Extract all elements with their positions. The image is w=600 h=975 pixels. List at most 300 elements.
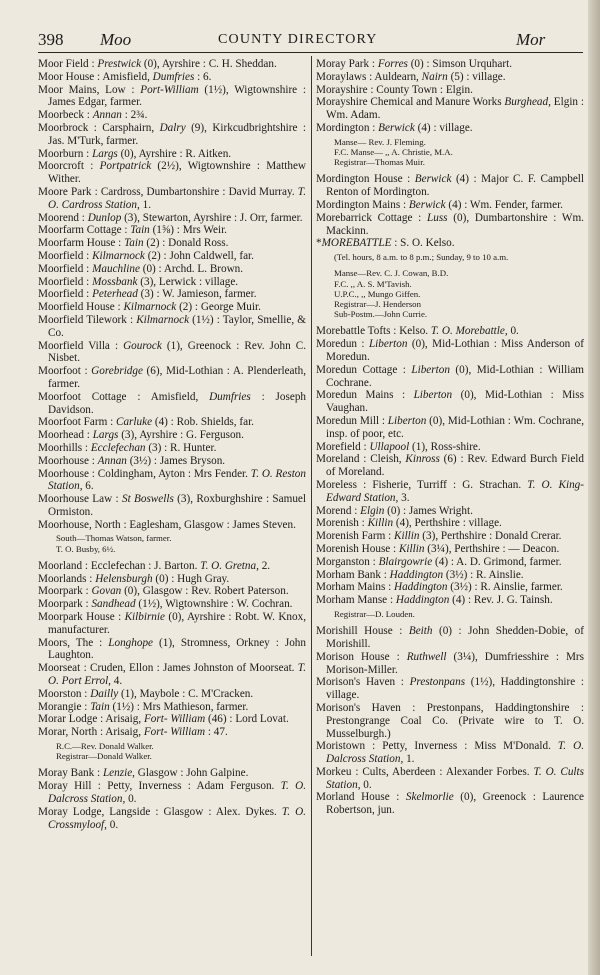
entry-place: Moorfield : bbox=[38, 262, 93, 275]
entry-place: Morayshire Chemical and Manure Works bbox=[316, 96, 505, 109]
directory-entry bbox=[38, 122, 306, 148]
entry-post-town: T. O. Reston Station, bbox=[48, 467, 306, 493]
entry-place: Moorston : bbox=[38, 687, 91, 700]
directory-entry bbox=[38, 780, 306, 806]
entry-details: (4) : Wm. Fender, farmer. bbox=[445, 198, 563, 211]
directory-entry bbox=[38, 585, 306, 598]
directory-entry bbox=[38, 598, 306, 611]
directory-entry bbox=[38, 84, 306, 110]
entry-details: (0), Ayrshire : R. Aitken. bbox=[117, 147, 232, 160]
entry-details: (6) : Rev. Edward Burch Field of Moreland. bbox=[326, 453, 584, 479]
entry-post-town: Govan bbox=[91, 585, 122, 598]
entry-place: Moorfarm Cottage : bbox=[38, 224, 131, 237]
entry-details: (2½), Wigtownshire : Matthew Wither. bbox=[48, 160, 306, 186]
entry-post-town: Mossbank bbox=[92, 275, 138, 288]
directory-entry bbox=[38, 429, 306, 442]
entry-post-town: Tain bbox=[124, 237, 144, 250]
entry-details: (1½), Wigtownshire : W. Cochran. bbox=[135, 598, 293, 611]
directory-entry bbox=[38, 726, 306, 739]
entry-details: : 47. bbox=[205, 726, 228, 739]
entry-details: , Glasgow : John Galpine. bbox=[132, 767, 249, 780]
entry-subnote bbox=[316, 252, 584, 262]
entry-details: 2. bbox=[258, 559, 271, 572]
directory-entry bbox=[316, 594, 584, 607]
directory-entry bbox=[316, 325, 584, 338]
entry-post-town: Liberton bbox=[411, 363, 450, 376]
entry-details: (1½) : Taylor, Smellie, & Co. bbox=[48, 313, 306, 339]
entry-post-town: Killin bbox=[394, 530, 420, 543]
directory-entry bbox=[38, 288, 306, 301]
entry-details: 0. bbox=[125, 793, 137, 806]
entry-details: (0), Ayrshire : C. H. Sheddan. bbox=[141, 58, 277, 70]
subnote-line: F.C. ,, A. S. M'Tavish. bbox=[334, 278, 412, 289]
entry-place: Moorfield : bbox=[38, 288, 93, 301]
entry-details: 3. bbox=[398, 491, 410, 504]
entry-post-town: Fort- William bbox=[143, 713, 206, 726]
entry-place: Morayshire : County Town : Elgin. bbox=[316, 83, 473, 96]
directory-entry bbox=[316, 58, 584, 71]
entry-subnote bbox=[316, 137, 584, 168]
directory-entry bbox=[316, 702, 584, 740]
entry-place: Mordington Mains : bbox=[316, 198, 409, 211]
entry-place: Morham Manse : bbox=[316, 594, 396, 607]
entry-place: Morkeu : Cults, Aberdeen : Alexander Forbes. bbox=[316, 765, 534, 778]
directory-entry bbox=[316, 237, 584, 250]
entry-place: Morebarrick Cottage : bbox=[316, 211, 428, 224]
directory-entry bbox=[316, 364, 584, 390]
entry-place: Moor House : Amisfield, bbox=[38, 70, 153, 83]
entry-post-town: Burghead, bbox=[504, 96, 551, 109]
entry-post-town: Largs bbox=[92, 429, 119, 442]
entry-post-town: Dumfries bbox=[209, 390, 251, 403]
directory-entry bbox=[38, 160, 306, 186]
directory-entry bbox=[38, 314, 306, 340]
directory-entry bbox=[38, 109, 306, 122]
entry-place: Moorfield Villa : bbox=[38, 339, 124, 352]
directory-entry bbox=[38, 340, 306, 366]
directory-entry bbox=[38, 365, 306, 391]
left-running-head: Moo bbox=[100, 30, 132, 49]
directory-entry bbox=[316, 389, 584, 415]
directory-entry bbox=[316, 122, 584, 135]
entry-details: (46) : Lord Lovat. bbox=[205, 713, 289, 726]
subnote-line: F.C. Manse— ,, A. Christie, M.A. bbox=[334, 146, 453, 157]
directory-entry bbox=[38, 713, 306, 726]
entry-details: (4) : Rob. Shields, far. bbox=[152, 416, 254, 429]
entry-place: Morison's Haven : Prestonpans, Haddingtonshire : Prestongrange Coal Co. (Private wire to T. O. Musselburgh.) bbox=[316, 701, 584, 740]
entry-place: Moreland : Cleish, bbox=[316, 453, 406, 466]
entry-place: Moredun Mains : bbox=[316, 389, 414, 402]
entry-post-town: T. O. Port Errol, bbox=[48, 662, 306, 688]
entry-details: (1), Maybole : C. M'Cracken. bbox=[118, 687, 254, 700]
entry-post-town: Fort- William bbox=[143, 726, 206, 739]
entry-post-town: T. O. Dalcross Station, bbox=[326, 740, 584, 766]
entry-details: (1⅝) : Mrs Weir. bbox=[149, 224, 227, 237]
entry-post-town: Haddington bbox=[389, 568, 444, 581]
entry-place: Moorburn : bbox=[38, 147, 93, 160]
entry-details: (0) : Simson Urquhart. bbox=[407, 58, 512, 70]
entry-post-town: Ullapool bbox=[369, 440, 410, 453]
entry-post-town: Forres bbox=[377, 58, 408, 70]
entry-details: (2) : George Muir. bbox=[176, 301, 261, 314]
entry-details: (4) : Rev. J. G. Tainsh. bbox=[449, 594, 553, 607]
subnote-line: Registrar—Donald Walker. bbox=[56, 751, 152, 762]
page-binding-edge bbox=[588, 0, 600, 975]
subnote-line: Sub-Postm.—John Currie. bbox=[334, 309, 428, 320]
entry-place: Morefield : bbox=[316, 440, 370, 453]
entry-post-town: Killin bbox=[398, 542, 425, 555]
entry-details: : 2¾. bbox=[121, 109, 148, 122]
entry-place: Moray Lodge, Langside : Glasgow : Alex. Dykes. bbox=[38, 805, 282, 818]
directory-entry bbox=[316, 173, 584, 199]
directory-entry bbox=[316, 791, 584, 817]
entry-place: Moorcroft : bbox=[38, 160, 100, 173]
directory-entry bbox=[316, 212, 584, 238]
subnote-line: Registrar—D. Louden. bbox=[334, 608, 415, 619]
entry-place: Moor Field : bbox=[38, 58, 98, 70]
entry-post-town: Berwick bbox=[408, 198, 446, 211]
subnote-line: Manse—Rev. C. J. Cowan, B.D. bbox=[334, 268, 449, 279]
entry-place: * bbox=[316, 237, 322, 250]
entry-details: (1), Greenock : Rev. John C. Nisbet. bbox=[48, 339, 306, 365]
entry-details: Elgin : Wm. Adam. bbox=[326, 96, 584, 122]
entry-place: Moorfield : bbox=[38, 275, 93, 288]
entry-post-town: Kilmarnock bbox=[136, 313, 190, 326]
entry-subnote bbox=[38, 741, 306, 761]
entry-post-town: Dailly bbox=[90, 687, 119, 700]
entry-details: (1½), Haddingtonshire : village. bbox=[326, 676, 584, 702]
entry-place: Moorfarm House : bbox=[38, 237, 125, 250]
subnote-line: (Tel. hours, 8 a.m. to 8 p.m.; Sunday, 9 to 10 a.m. bbox=[334, 252, 509, 263]
entry-details: (1), Stromness, Orkney : John Laughton. bbox=[48, 636, 306, 662]
entry-post-town: T. O. Gretna, bbox=[200, 559, 259, 572]
directory-entry bbox=[316, 338, 584, 364]
directory-entry bbox=[38, 806, 306, 832]
entry-details: (5) : village. bbox=[447, 70, 506, 83]
entry-place: Moorfield : bbox=[38, 249, 93, 262]
entry-place: Moorpark : bbox=[38, 598, 92, 611]
entry-details: (0), Glasgow : Rev. Robert Paterson. bbox=[121, 585, 289, 598]
entry-details: (4), Perthshire : village. bbox=[393, 517, 502, 530]
entry-post-town: Elgin bbox=[360, 504, 385, 517]
entry-details: (0) : Hugh Gray. bbox=[152, 572, 230, 585]
entry-place: Morebattle Tofts : Kelso. bbox=[316, 325, 431, 338]
directory-entry bbox=[38, 662, 306, 688]
entry-post-town: Ruthwell bbox=[406, 650, 447, 663]
subnote-line: R.C.—Rev. Donald Walker. bbox=[56, 741, 154, 752]
directory-entry bbox=[316, 766, 584, 792]
entry-post-town: Tain bbox=[90, 700, 110, 713]
entry-place: Morganston : bbox=[316, 555, 379, 568]
entry-place: Moorhills : bbox=[38, 441, 91, 454]
left-column bbox=[38, 58, 306, 831]
entry-details: (3), Perthshire : Donald Crerar. bbox=[419, 530, 562, 543]
entry-post-town: Berwick bbox=[414, 173, 452, 186]
right-running-head: Mor bbox=[516, 30, 546, 49]
entry-details: (2) : Donald Ross. bbox=[143, 237, 229, 250]
directory-entry bbox=[38, 250, 306, 263]
directory-entry bbox=[316, 517, 584, 530]
entry-details: (2) : John Caldwell, far. bbox=[144, 249, 254, 262]
directory-entry bbox=[38, 58, 306, 71]
directory-entry bbox=[38, 186, 306, 212]
entry-place: Moorhouse Law : bbox=[38, 493, 122, 506]
directory-entry bbox=[38, 611, 306, 637]
entry-place: Morend : bbox=[316, 504, 361, 517]
directory-entry bbox=[316, 441, 584, 454]
directory-entry bbox=[316, 199, 584, 212]
entry-place: Moredun Mill : bbox=[316, 414, 388, 427]
entry-place: Moors, The : bbox=[38, 636, 109, 649]
entry-details: (1), Ross-shire. bbox=[409, 440, 481, 453]
entry-place: Morishill House : bbox=[316, 625, 409, 638]
entry-details: (0), Mid-Lothian : Miss Anderson of Moredun. bbox=[326, 338, 584, 363]
entry-details: (3), Roxburghshire : Samuel Ormiston. bbox=[48, 493, 306, 518]
entry-post-town: T. O. Dalcross Station, bbox=[48, 780, 306, 806]
directory-entry bbox=[38, 455, 306, 468]
entry-post-town: Dumfries bbox=[152, 70, 195, 83]
entry-place: Moorhouse : Coldingham, Ayton : Mrs Fender. bbox=[38, 467, 251, 480]
entry-place: Moraylaws : Auldearn, bbox=[316, 70, 422, 83]
entry-details: (0) : James Wright. bbox=[384, 504, 473, 517]
entry-place: Moray Bank : bbox=[38, 767, 103, 780]
directory-entry bbox=[38, 573, 306, 586]
directory-entry bbox=[38, 493, 306, 519]
entry-place: Morham Mains : bbox=[316, 581, 394, 594]
entry-place: Morenish Farm : bbox=[316, 530, 394, 543]
entry-place: Moristown : Petty, Inverness : Miss M'Donald. bbox=[316, 740, 558, 753]
entry-post-town: Killin bbox=[367, 517, 394, 530]
entry-place: Moorlands : bbox=[38, 572, 96, 585]
entry-post-town: Blairgowrie bbox=[378, 555, 433, 568]
entry-post-town: T. O. Cardross Station, bbox=[48, 185, 306, 211]
entry-details: 6. bbox=[82, 480, 94, 493]
entry-post-town: T. O. Morebattle, bbox=[430, 325, 508, 338]
entry-post-town: Carluke bbox=[116, 416, 153, 429]
entry-place: Moorhouse, North : Eaglesham, Glasgow : James Steven. bbox=[38, 518, 296, 531]
entry-place: Mordington : bbox=[316, 121, 379, 134]
entry-details: (1½), Wigtownshire : James Edgar, farmer. bbox=[48, 83, 306, 109]
directory-entry bbox=[38, 468, 306, 494]
subnote-line: T. O. Busby, 6½. bbox=[56, 543, 116, 554]
entry-post-town: MOREBATTLE bbox=[321, 237, 392, 250]
subnote-line: U.P.C., ,, Mungo Giffen. bbox=[334, 288, 421, 299]
entry-details: (3¼), Dumfriesshire : Mrs Morison-Miller. bbox=[326, 650, 584, 676]
entry-place: Morham Bank : bbox=[316, 568, 390, 581]
directory-entry bbox=[38, 391, 306, 417]
directory-entry bbox=[316, 651, 584, 677]
entry-subnote bbox=[38, 533, 306, 553]
entry-details: (0) : Archd. L. Brown. bbox=[139, 262, 244, 275]
entry-post-town: Lenzie bbox=[102, 767, 133, 780]
directory-entry bbox=[38, 71, 306, 84]
entry-details: (1½) : Mrs Mathieson, farmer. bbox=[109, 700, 249, 713]
entry-details: 0. bbox=[106, 818, 119, 831]
entry-post-town: Skelmorlie bbox=[405, 791, 454, 804]
entry-place: Moredun : bbox=[316, 338, 369, 351]
entry-details: (3) : R. Hunter. bbox=[145, 441, 217, 454]
directory-entry bbox=[38, 301, 306, 314]
directory-entry bbox=[38, 688, 306, 701]
entry-place: Moorhead : bbox=[38, 429, 93, 442]
entry-post-town: T. O. Crossmyloof, bbox=[48, 805, 306, 831]
entry-place: Morland House : bbox=[316, 791, 406, 804]
entry-post-town: Berwick bbox=[378, 121, 415, 134]
page-number: 398 bbox=[38, 30, 64, 49]
directory-entry bbox=[38, 637, 306, 663]
entry-place: Moredun Cottage : bbox=[316, 363, 412, 376]
entry-post-town: Beith bbox=[408, 625, 433, 638]
directory-entry bbox=[38, 416, 306, 429]
directory-entry bbox=[316, 625, 584, 651]
entry-place: Moorfoot Cottage : Amisfield, bbox=[38, 390, 210, 403]
subnote-line: Registrar—Thomas Muir. bbox=[334, 157, 425, 168]
entry-place: Morenish : bbox=[316, 517, 368, 530]
entry-details: (0), Mid-Lothian : William Cochrane. bbox=[326, 363, 584, 389]
entry-details: 1. bbox=[139, 198, 151, 211]
page-header bbox=[38, 30, 583, 53]
right-column bbox=[316, 58, 584, 817]
directory-entry bbox=[316, 71, 584, 84]
directory-entry bbox=[316, 505, 584, 518]
entry-post-town: Kilmarnock bbox=[92, 249, 145, 262]
entry-details: (0), Mid-Lothian : Miss Vaughan. bbox=[326, 389, 584, 415]
entry-place: Moorpark House : bbox=[38, 611, 125, 624]
entry-details: 4. bbox=[110, 675, 123, 688]
entry-place: Moorfoot : bbox=[38, 365, 92, 378]
directory-entry bbox=[38, 148, 306, 161]
entry-post-town: Longhope bbox=[108, 636, 154, 649]
directory-entry bbox=[316, 96, 584, 122]
entry-post-town: Gorebridge bbox=[91, 365, 143, 378]
entry-details: (3), Ayrshire : G. Ferguson. bbox=[118, 429, 244, 442]
entry-details: (3½) : James Bryson. bbox=[126, 454, 226, 467]
entry-place: Moorhouse : bbox=[38, 454, 98, 467]
entry-place: Moorend : bbox=[38, 211, 88, 224]
entry-place: Moreless : Fisherie, Turriff : G. Strachan. bbox=[316, 478, 528, 491]
entry-post-town: Luss bbox=[427, 211, 448, 224]
entry-post-town: T. O. King-Edward Station, bbox=[326, 478, 584, 504]
entry-place: Moore Park : Cardross, Dumbartonshire : David Murray. bbox=[38, 185, 298, 198]
entry-details: (0), Ayrshire : Robt. W. Knox, manufacturer. bbox=[48, 611, 306, 636]
entry-details: 0. bbox=[507, 325, 519, 338]
entry-post-town: Largs bbox=[92, 147, 118, 160]
entry-details: (3) : W. Jamieson, farmer. bbox=[137, 288, 257, 301]
directory-entry bbox=[316, 453, 584, 479]
entry-post-town: St Boswells bbox=[121, 493, 174, 506]
entry-place: Moorbeck : bbox=[38, 109, 93, 122]
directory-entry bbox=[38, 263, 306, 276]
entry-post-town: Liberton bbox=[368, 338, 408, 351]
directory-entry bbox=[316, 676, 584, 702]
entry-post-town: Dalry bbox=[159, 121, 186, 134]
entry-place: Mordington House : bbox=[316, 173, 415, 186]
directory-entry bbox=[38, 519, 306, 532]
directory-entry bbox=[38, 276, 306, 289]
entry-post-town: Mauchline bbox=[92, 262, 140, 275]
entry-post-town: Port-William bbox=[140, 83, 199, 96]
directory-entry bbox=[316, 479, 584, 505]
entry-details: (0), Greenock : Laurence Robertson, jun. bbox=[326, 791, 584, 817]
entry-post-town: Liberton bbox=[387, 414, 427, 427]
column-divider bbox=[311, 56, 312, 956]
directory-entry bbox=[38, 560, 306, 573]
subnote-line: Manse— Rev. J. Fleming. bbox=[334, 136, 426, 147]
entry-place: Morar, North : Arisaig, bbox=[38, 726, 144, 739]
entry-details: (0) : John Shedden-Dobie, of Morishill. bbox=[326, 625, 585, 650]
entry-place: Morison's Haven : bbox=[316, 676, 410, 689]
entry-post-town: Sandhead bbox=[91, 598, 136, 611]
entry-subnote bbox=[316, 609, 584, 619]
directory-entry bbox=[38, 701, 306, 714]
directory-entry bbox=[316, 569, 584, 582]
entry-post-town: Kilmarnock bbox=[123, 301, 177, 314]
directory-entry bbox=[38, 767, 306, 780]
entry-details: (0), Mid-Lothian : Wm. Cochrane, insp. of poor, etc. bbox=[326, 414, 584, 440]
entry-details: (3), Stewarton, Ayrshire : J. Orr, farmer. bbox=[121, 211, 303, 224]
entry-details: : S. O. Kelso. bbox=[391, 237, 455, 250]
entry-place: Moorland : Ecclefechan : J. Barton. bbox=[38, 559, 201, 572]
entry-post-town: Dunlop bbox=[87, 211, 122, 224]
entry-post-town: Annan bbox=[97, 454, 127, 467]
entry-details: (0), Dumbartonshire : Wm. Mackinn. bbox=[326, 211, 584, 237]
subnote-line: South—Thomas Watson, farmer. bbox=[56, 533, 172, 544]
entry-place: Moorseat : Cruden, Ellon : James Johnston of Moorseat. bbox=[38, 662, 298, 675]
entry-place: Moor Mains, Low : bbox=[38, 83, 141, 96]
entry-details: (3½) : R. Ainslie, farmer. bbox=[447, 581, 563, 594]
entry-place: Moorbrock : Carsphairn, bbox=[38, 121, 160, 134]
entry-post-town: Prestonpans bbox=[409, 676, 466, 689]
entry-details: : 6. bbox=[194, 70, 212, 83]
entry-post-town: Portpatrick bbox=[99, 160, 152, 173]
entry-place: Morenish House : bbox=[316, 542, 399, 555]
entry-place: Moorfield Tilework : bbox=[38, 313, 137, 326]
subnote-line: Registrar—J. Henderson bbox=[334, 298, 421, 309]
entry-subnote bbox=[316, 268, 584, 319]
entry-details: 1. bbox=[403, 753, 415, 766]
entry-details: : Joseph Davidson. bbox=[48, 390, 306, 416]
entry-place: Moray Hill : Petty, Inverness : Adam Ferguson. bbox=[38, 780, 281, 793]
entry-place: Moorpark : bbox=[38, 585, 92, 598]
directory-entry bbox=[38, 212, 306, 225]
entry-place: Moorfoot Farm : bbox=[38, 416, 116, 429]
entry-details: (3½) : R. Ainslie. bbox=[443, 568, 524, 581]
entry-post-town: Gourock bbox=[123, 339, 162, 352]
entry-details: (9), Kirkcudbrightshire : Jas. M'Turk, farmer. bbox=[48, 121, 306, 147]
entry-post-town: Kilbirnie bbox=[124, 611, 165, 624]
directory-entry bbox=[316, 530, 584, 543]
entry-post-town: Annan bbox=[92, 109, 122, 122]
directory-entry bbox=[316, 84, 584, 97]
directory-entry bbox=[316, 415, 584, 441]
page-title: COUNTY DIRECTORY bbox=[218, 32, 378, 47]
entry-post-town: Kinross bbox=[405, 453, 440, 466]
entry-place: Moray Park : bbox=[316, 58, 378, 70]
entry-place: Morison House : bbox=[316, 650, 407, 663]
directory-entry bbox=[316, 543, 584, 556]
entry-post-town: Helensburgh bbox=[95, 572, 153, 585]
entry-details: (4) : village. bbox=[414, 121, 473, 134]
directory-entry bbox=[38, 224, 306, 237]
directory-entry bbox=[38, 442, 306, 455]
directory-entry bbox=[316, 581, 584, 594]
entry-post-town: T. O. Cults Station, bbox=[326, 765, 584, 791]
entry-place: Moorfield House : bbox=[38, 301, 124, 314]
entry-post-town: Liberton bbox=[413, 389, 453, 402]
entry-details: (6), Mid-Lothian : A. Plenderleath, farmer. bbox=[48, 365, 306, 390]
entry-details: (4) : A. D. Grimond, farmer. bbox=[432, 555, 562, 568]
entry-post-town: Ecclefechan bbox=[90, 441, 146, 454]
